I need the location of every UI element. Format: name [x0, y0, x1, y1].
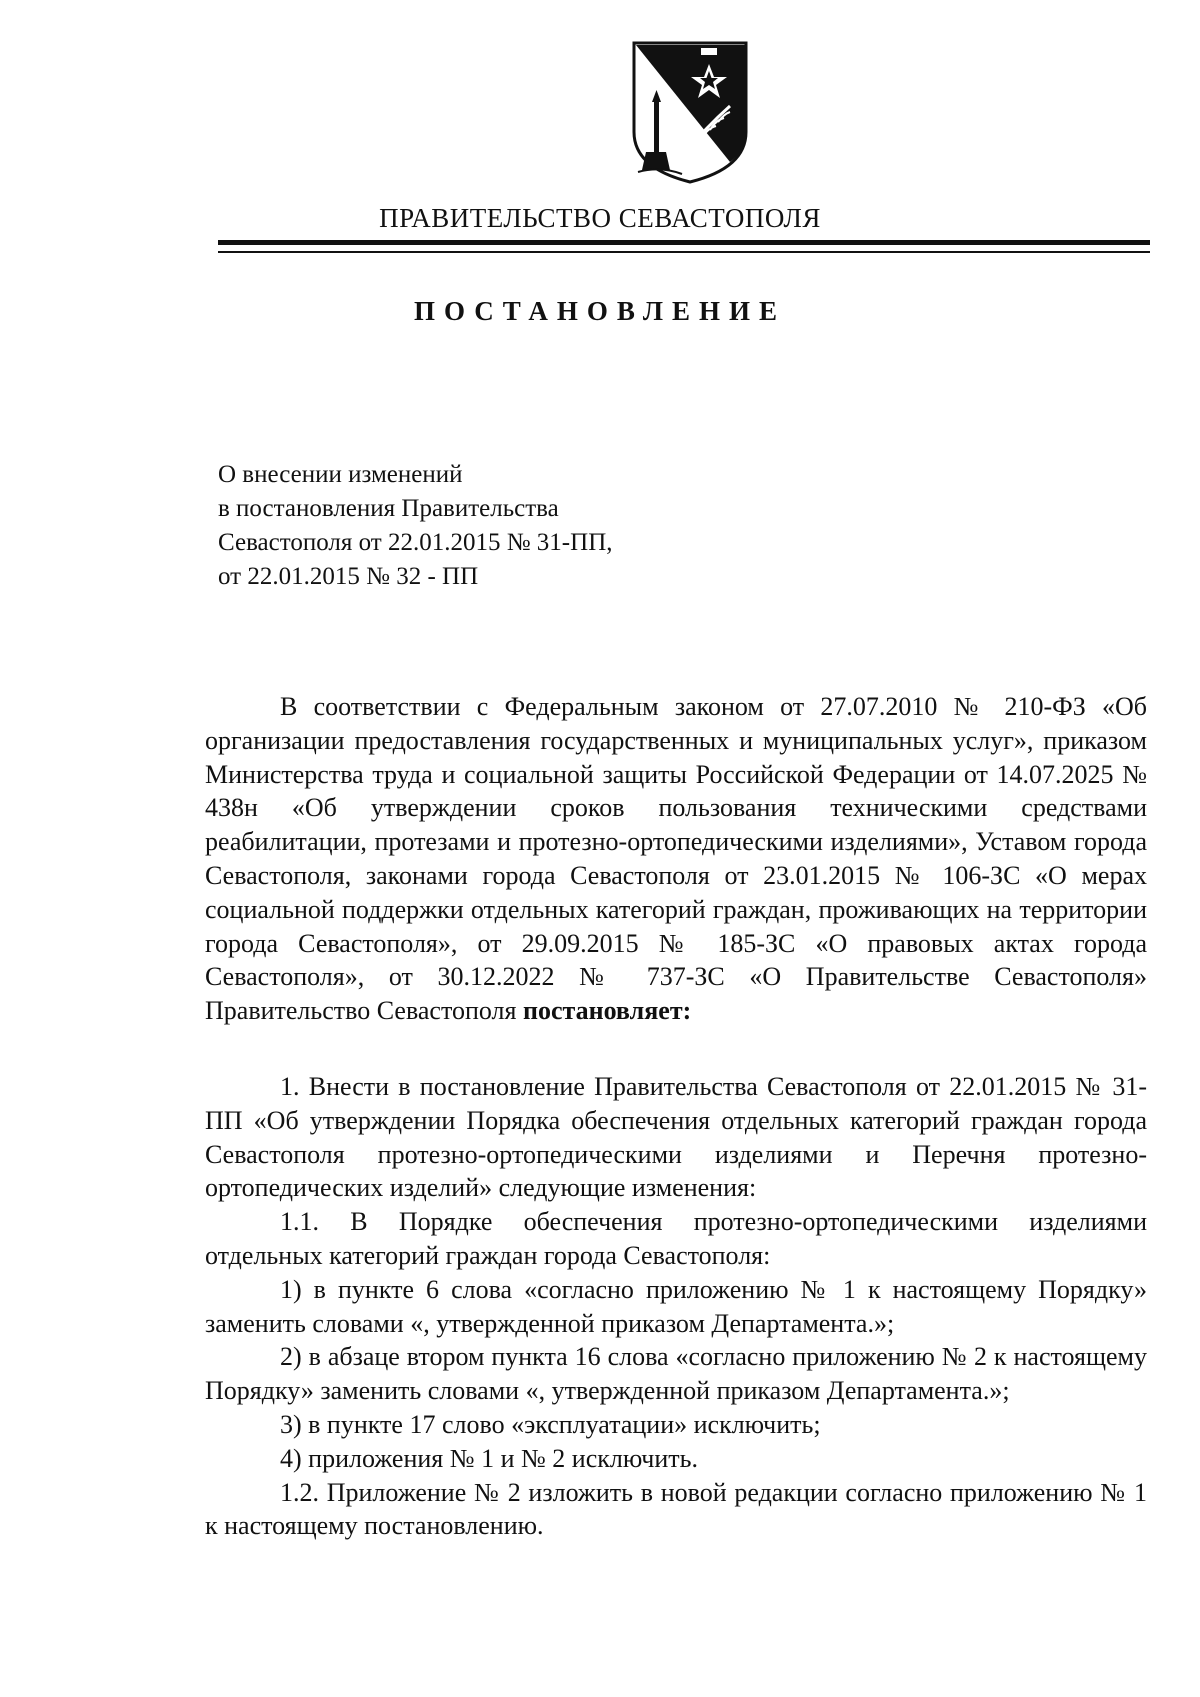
- subject-line: от 22.01.2015 № 32 - ПП: [218, 563, 479, 590]
- subject-line: Севастополя от 22.01.2015 № 31-ПП,: [218, 529, 613, 556]
- preamble-paragraph: [205, 690, 1147, 1028]
- preamble-resolves: постановляет:: [522, 996, 692, 1026]
- clause-1: 1. Внести в постановление Правительства Севастополя от 22.01.2015 № 31-ПП «Об утверждении Порядка обеспечения отдельных категорий граждан города Севастополя протезно-ортопедическими изделиями и Перечня протезно-ортопедических изделий» следующие изменения:: [205, 1071, 1147, 1203]
- subclause-1: 1) в пункте 6 слова «согласно приложению № 1 к настоящему Порядку» заменить словами «, утвержденной приказом Департамента.»;: [205, 1274, 1147, 1338]
- subject-line: в постановления Правительства: [218, 495, 559, 522]
- clause-1-1: 1.1. В Порядке обеспечения протезно-ортопедическими изделиями отдельных категорий граждан города Севастополя:: [205, 1207, 1147, 1270]
- document-type-title: ПОСТАНОВЛЕНИЕ: [413, 296, 787, 326]
- subclause-2: 2) в абзаце втором пункта 16 слова «согласно приложению № 2 к настоящему Порядку» заменить словами «, утвержденной приказом Департамента.»;: [205, 1342, 1147, 1406]
- paragraph-gap: [205, 1028, 1147, 1070]
- subclause-4: 4) приложения № 1 и № 2 исключить.: [280, 1443, 698, 1473]
- header-rule-thin: [218, 251, 1150, 253]
- header-rule-thick: [218, 240, 1150, 245]
- clause-1-2: 1.2. Приложение № 2 изложить в новой редакции согласно приложению № 1 к настоящему постановлению.: [205, 1477, 1147, 1541]
- coat-of-arms-icon: [630, 40, 750, 185]
- subclause-3: 3) в пункте 17 слово «эксплуатации» исключить;: [280, 1409, 821, 1439]
- subject-line: О внесении изменений: [218, 461, 463, 488]
- document-body: [205, 690, 1147, 1543]
- organization-name: ПРАВИТЕЛЬСТВО СЕВАСТОПОЛЯ: [379, 203, 821, 233]
- document-subject: [218, 458, 778, 594]
- preamble-text: В соответствии с Федеральным законом от 27.07.2010 № 210-ФЗ «Об организации предоставления государственных и муниципальных услуг», приказом Министерства труда и социальной защиты Российской Федерации от 14.07.2025 № 438н «Об утверждении сроков пользования техническими средствами реабилитации, протезами и протезно-ортопедическими изделиями», Уставом города Севастополя, законами города Севастополя от 23.01.2015 № 106-ЗС «О мерах социальной поддержки отдельных категорий граждан, проживающих на территории города Севастополя», от 29.09.2015 № 185-ЗС «О правовых актах города Севастополя», от 30.12.2022 № 737-ЗС «О Правительстве Севастополя» Правительство Севастополя: [205, 692, 1147, 1026]
